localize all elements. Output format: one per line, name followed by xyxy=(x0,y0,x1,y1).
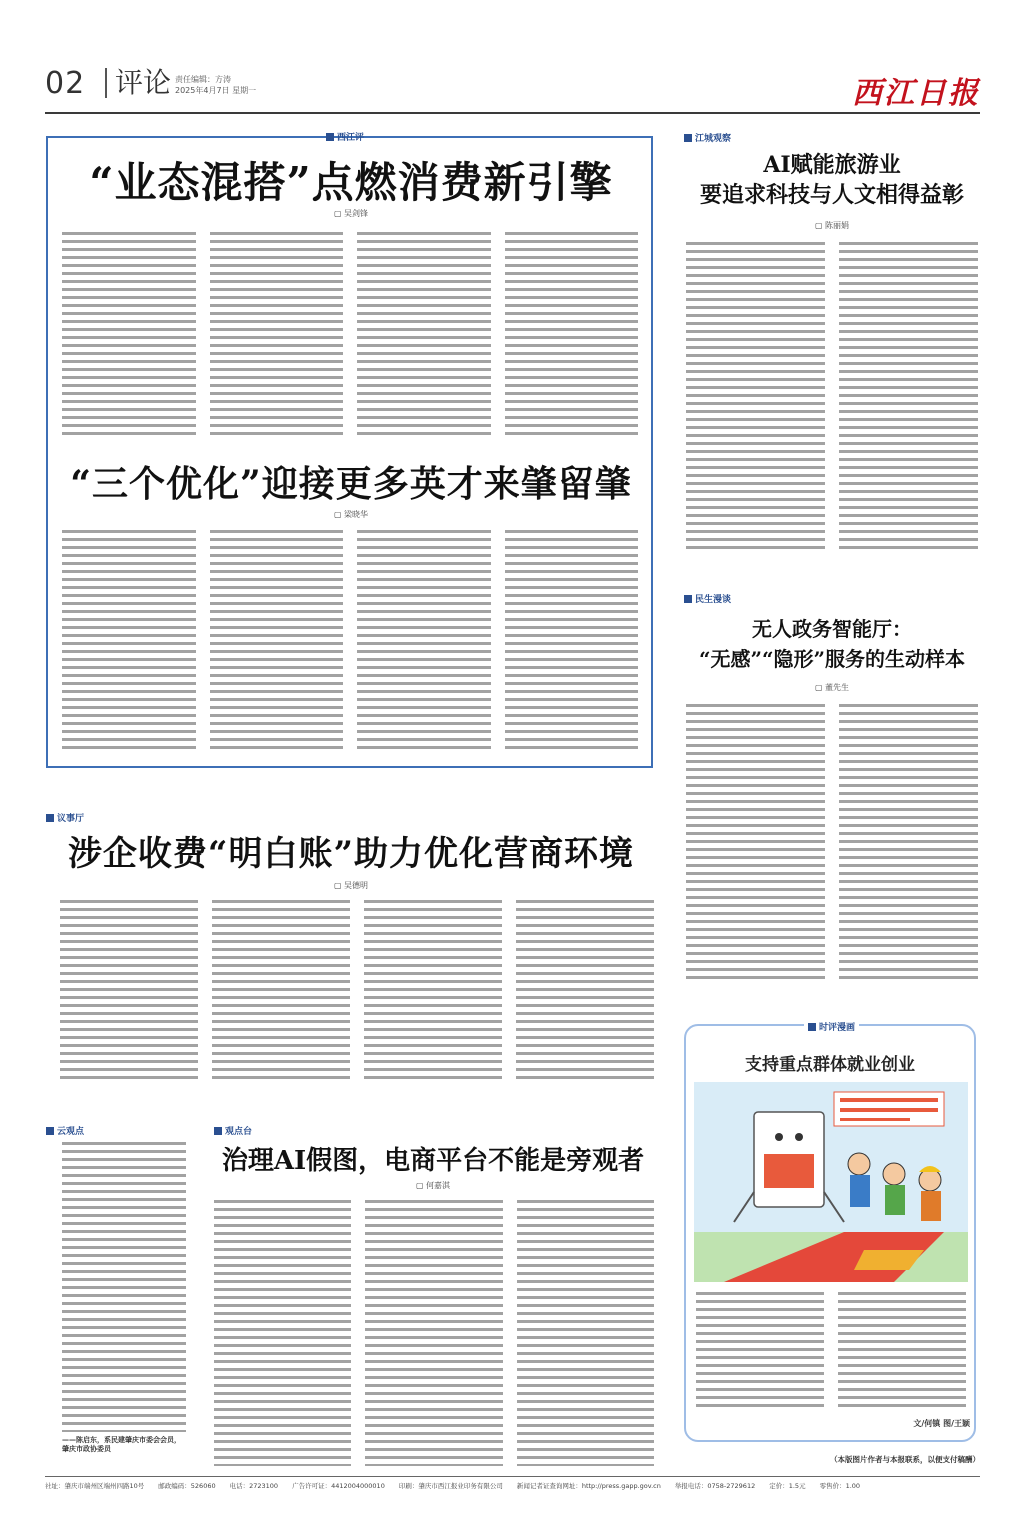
author-icon: ▢ xyxy=(333,881,345,890)
footer-item: 定价：1.5元 xyxy=(769,1482,806,1490)
masthead-rule xyxy=(45,112,980,114)
tourism-headline: AI赋能旅游业 要追求科技与人文相得益彰 xyxy=(699,152,964,208)
talent-body xyxy=(62,530,638,752)
body-column xyxy=(210,232,344,440)
government-byline: ▢ 董先生 xyxy=(814,683,850,692)
consumption-column-tag: 西江评 xyxy=(326,130,364,143)
body-column xyxy=(62,1142,186,1432)
consumption-body xyxy=(62,232,638,440)
government-column-tag: 民生漫谈 xyxy=(684,592,731,605)
ai-image-body xyxy=(214,1200,654,1466)
body-column xyxy=(365,1200,502,1466)
author-icon: ▢ xyxy=(814,683,826,692)
runner-body-icon xyxy=(850,1175,870,1207)
banner-line xyxy=(840,1118,910,1121)
footer-item: 邮政编码：526060 xyxy=(158,1482,216,1490)
newspaper-logo: 西江日报 xyxy=(852,76,980,111)
body-column xyxy=(62,530,196,752)
cartoon-column-tag: 时评漫画 xyxy=(804,1020,859,1033)
body-column xyxy=(62,232,196,440)
footer-item: 电话：2723100 xyxy=(229,1482,279,1490)
cartoon-note: （本版图片作者与本报联系，以便支付稿酬） xyxy=(830,1455,980,1464)
body-column xyxy=(212,900,350,1084)
body-column xyxy=(505,232,639,440)
runner-head-icon xyxy=(919,1169,941,1191)
runner-body-icon xyxy=(885,1185,905,1215)
document-red-panel xyxy=(764,1154,814,1188)
body-column xyxy=(696,1292,824,1410)
tag-square-icon xyxy=(46,1127,54,1135)
footer-item: 举报电话：0758-2729612 xyxy=(674,1482,756,1490)
cartoon-body xyxy=(696,1292,966,1410)
body-column xyxy=(839,704,978,984)
left-short-body xyxy=(62,1142,186,1432)
left-short-signature: ——陈启东，系民建肇庆市委会会员，肇庆市政协委员 xyxy=(62,1436,181,1453)
tag-square-icon xyxy=(684,595,692,603)
author-icon: ▢ xyxy=(814,221,826,230)
author-icon: ▢ xyxy=(333,510,345,519)
tourism-body xyxy=(686,242,978,552)
date-line: 2025年4月7日 星期一 xyxy=(175,86,257,95)
talent-byline: ▢ 梁晓华 xyxy=(333,510,369,519)
tourism-column-tag: 江城观察 xyxy=(684,131,731,144)
body-column xyxy=(686,242,825,552)
author-icon: ▢ xyxy=(333,209,345,218)
body-column xyxy=(210,530,344,752)
tag-square-icon xyxy=(808,1023,816,1031)
tag-square-icon xyxy=(46,814,54,822)
masthead xyxy=(45,62,980,112)
fees-body xyxy=(60,900,654,1084)
body-column xyxy=(60,900,198,1084)
ai-image-headline: 治理AI假图，电商平台不能是旁观者 xyxy=(221,1146,645,1176)
cartoon-title: 支持重点群体就业创业 xyxy=(745,1055,915,1075)
editor-line: 责任编辑：方涛 xyxy=(175,75,231,84)
body-column xyxy=(686,704,825,984)
footer-item: 印刷：肇庆市西江报业印务有限公司 xyxy=(398,1482,503,1490)
tag-square-icon xyxy=(684,134,692,142)
banner-line xyxy=(840,1108,938,1112)
footer-items xyxy=(45,1477,980,1490)
body-column xyxy=(214,1200,351,1466)
footer-item: 新闻记者证查询网址：http://press.gapp.gov.cn xyxy=(516,1482,661,1490)
fees-byline: ▢ 吴德明 xyxy=(333,881,369,890)
fees-column-tag: 议事厅 xyxy=(46,811,84,824)
body-column xyxy=(364,900,502,1084)
author-icon: ▢ xyxy=(415,1181,427,1190)
runner-head-icon xyxy=(848,1153,870,1175)
footer-item: 社址：肇庆市端州区端州四路10号 xyxy=(45,1482,145,1490)
runner-body-icon xyxy=(921,1191,941,1221)
talent-headline: “三个优化”迎接更多英才来肇留肇 xyxy=(70,463,632,505)
footer-item: 广告许可证：4412004000010 xyxy=(292,1482,385,1490)
page-number: 02 xyxy=(45,66,86,101)
body-column xyxy=(838,1292,966,1410)
body-column xyxy=(516,900,654,1084)
fees-headline: 涉企收费“明白账”助力优化营商环境 xyxy=(67,834,635,874)
ai-image-column-tag: 观点台 xyxy=(214,1124,252,1137)
body-column xyxy=(505,530,639,752)
body-column xyxy=(357,530,491,752)
consumption-headline: “业态混搭”点燃消费新引擎 xyxy=(89,158,613,207)
cartoon-credit: 文/何镇 图/王颖 xyxy=(913,1419,970,1428)
ai-image-byline: ▢ 何嘉淇 xyxy=(415,1181,451,1190)
consumption-byline: ▢ 吴剑锋 xyxy=(333,209,369,218)
banner-line xyxy=(840,1098,938,1102)
government-body xyxy=(686,704,978,984)
runner-head-icon xyxy=(883,1163,905,1185)
body-column xyxy=(839,242,978,552)
government-headline: 无人政务智能厅： “无感”“隐形”服务的生动样本 xyxy=(698,617,965,671)
document-eye-icon xyxy=(775,1133,783,1141)
tag-square-icon xyxy=(326,133,334,141)
footer-item: 零售价：1.00 xyxy=(819,1482,861,1490)
section-name: 评论 xyxy=(105,68,171,98)
document-eye-icon xyxy=(795,1133,803,1141)
edition-meta xyxy=(175,74,256,96)
body-column xyxy=(357,232,491,440)
tourism-byline: ▢ 陈丽娟 xyxy=(814,221,850,230)
footer-info-strip xyxy=(45,1476,980,1497)
left-short-column-tag: 云观点 xyxy=(46,1124,84,1137)
body-column xyxy=(517,1200,654,1466)
tag-square-icon xyxy=(214,1127,222,1135)
cartoon-illustration xyxy=(694,1082,968,1282)
